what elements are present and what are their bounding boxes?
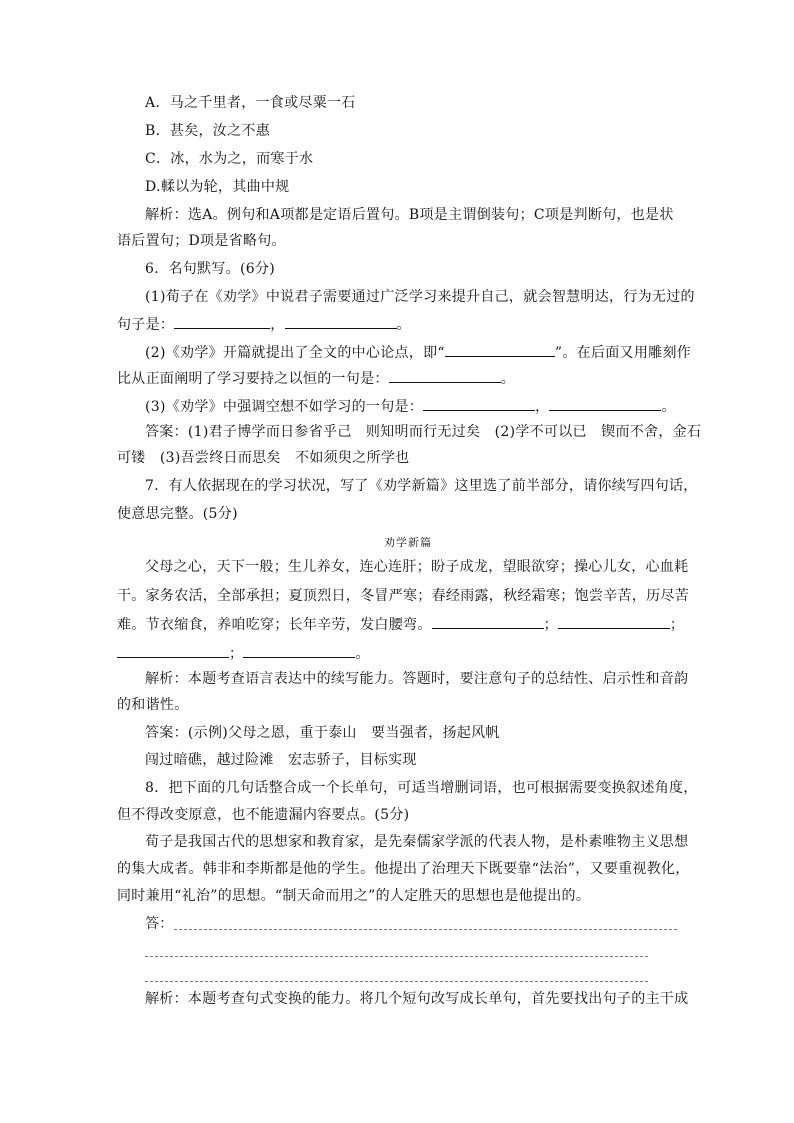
poem-title: 劝学新篇	[384, 536, 432, 549]
answer-blank[interactable]	[389, 368, 501, 383]
poem-line1: 父母之心，天下一般；生儿养女，连心连肝；盼子成龙，望眼欲穿；操心儿女，心血耗	[145, 559, 689, 575]
option-a: A．马之千里者，一食或尽粟一石	[145, 95, 356, 111]
q7-stem-line1: 7．有人依据现在的学习状况，写了《劝学新篇》这里选了前半部分，请你续写四句话，	[145, 478, 698, 494]
q5-analysis-line1: 解析：选A。例句和A项都是定语后置句。B项是主谓倒装句；C项是判断句，也是状	[145, 207, 674, 223]
q6-part3: (3)《劝学》中强调空想不如学习的一句是： ， 。	[145, 396, 676, 417]
q6-part2-line2: 比从正面阐明了学习要持之以恒的一句是： 。	[117, 368, 515, 389]
answer-line[interactable]	[145, 956, 648, 957]
option-c: C．冰，水为之，而寒于水	[145, 151, 314, 167]
answer-blank[interactable]	[558, 614, 670, 629]
q5-analysis-line2: 语后置句；D项是省略句。	[117, 233, 286, 249]
q7-answer-line2: 闯过暗礁，越过险滩 宏志骄子，目标实现	[145, 752, 417, 768]
q8-answer-label: 答：	[145, 916, 174, 932]
answer-blank[interactable]	[285, 314, 397, 329]
answer-line[interactable]	[174, 929, 677, 930]
answer-blank[interactable]	[243, 643, 355, 658]
q8-passage-line2: 的集大成者。韩非和李斯都是他的学生。他提出了治理天下既要靠“法治”，又要重视教化，	[117, 861, 690, 877]
q8-passage-line1: 荀子是我国古代的思想家和教育家，是先秦儒家学派的代表人物，是朴素唯物主义思想	[145, 834, 689, 850]
q6-part1-line1: (1)荀子在《劝学》中说君子需要通过广泛学习来提升自己，就会智慧明达，行为无过的	[145, 289, 695, 305]
answer-blank[interactable]	[445, 342, 555, 357]
q7-analysis-line2: 的和谐性。	[117, 697, 189, 713]
answer-blank[interactable]	[432, 614, 544, 629]
q6-answer-line2: 可镂 (3)吾尝终日而思矣 不如须臾之所学也	[117, 450, 410, 466]
q6-stem: 6．名句默写。(6分)	[145, 261, 276, 277]
q7-analysis-line1: 解析：本题考查语言表达中的续写能力。答题时，要注意句子的总结性、启示性和音韵	[145, 671, 689, 687]
q6-part1-line2: 句子是： ， 。	[117, 314, 411, 335]
q8-stem-line2: 但不得改变原意，也不能遗漏内容要点。(5分)	[117, 807, 410, 823]
poem-line3: 难。节衣缩食，养咱吃穿；长年辛劳，发白腰弯。 ； ；	[117, 614, 684, 635]
q8-stem-line1: 8．把下面的几句话整合成一个长单句，可适当增删词语，也可根据需要变换叙述角度，	[145, 780, 698, 796]
poem-line4: ； 。	[117, 643, 370, 664]
poem-line2: 干。家务农活，全部承担；夏顶烈日，冬冒严寒；春经雨露，秋经霜寒；饱尝辛苦，历尽苦	[117, 588, 689, 604]
q6-part2-line1: (2)《劝学》开篇就提出了全文的中心论点，即“ ”。在后面又用雕刻作	[145, 342, 691, 363]
q8-passage-line3: 同时兼用“礼治”的思想。“制天命而用之”的人定胜天的思想也是他提出的。	[117, 888, 591, 904]
option-d: D.輮以为轮，其曲中规	[145, 179, 290, 195]
answer-blank[interactable]	[174, 314, 270, 329]
q6-answer-line1: 答案：(1)君子博学而日参省乎己 则知明而行无过矣 (2)学不可以已 锲而不舍，金石	[145, 424, 702, 440]
answer-blank[interactable]	[117, 643, 229, 658]
answer-blank[interactable]	[423, 396, 535, 411]
answer-blank[interactable]	[549, 396, 661, 411]
q7-answer-line1: 答案：(示例)父母之恩，重于泰山 要当强者，扬起风帆	[145, 725, 500, 741]
q7-stem-line2: 使意思完整。(5分)	[117, 506, 238, 522]
q8-analysis-line1: 解析：本题考查句式变换的能力。将几个短句改写成长单句，首先要找出句子的主干成	[145, 991, 689, 1007]
answer-line[interactable]	[145, 981, 648, 982]
option-b: B．甚矣，汝之不惠	[145, 123, 270, 139]
